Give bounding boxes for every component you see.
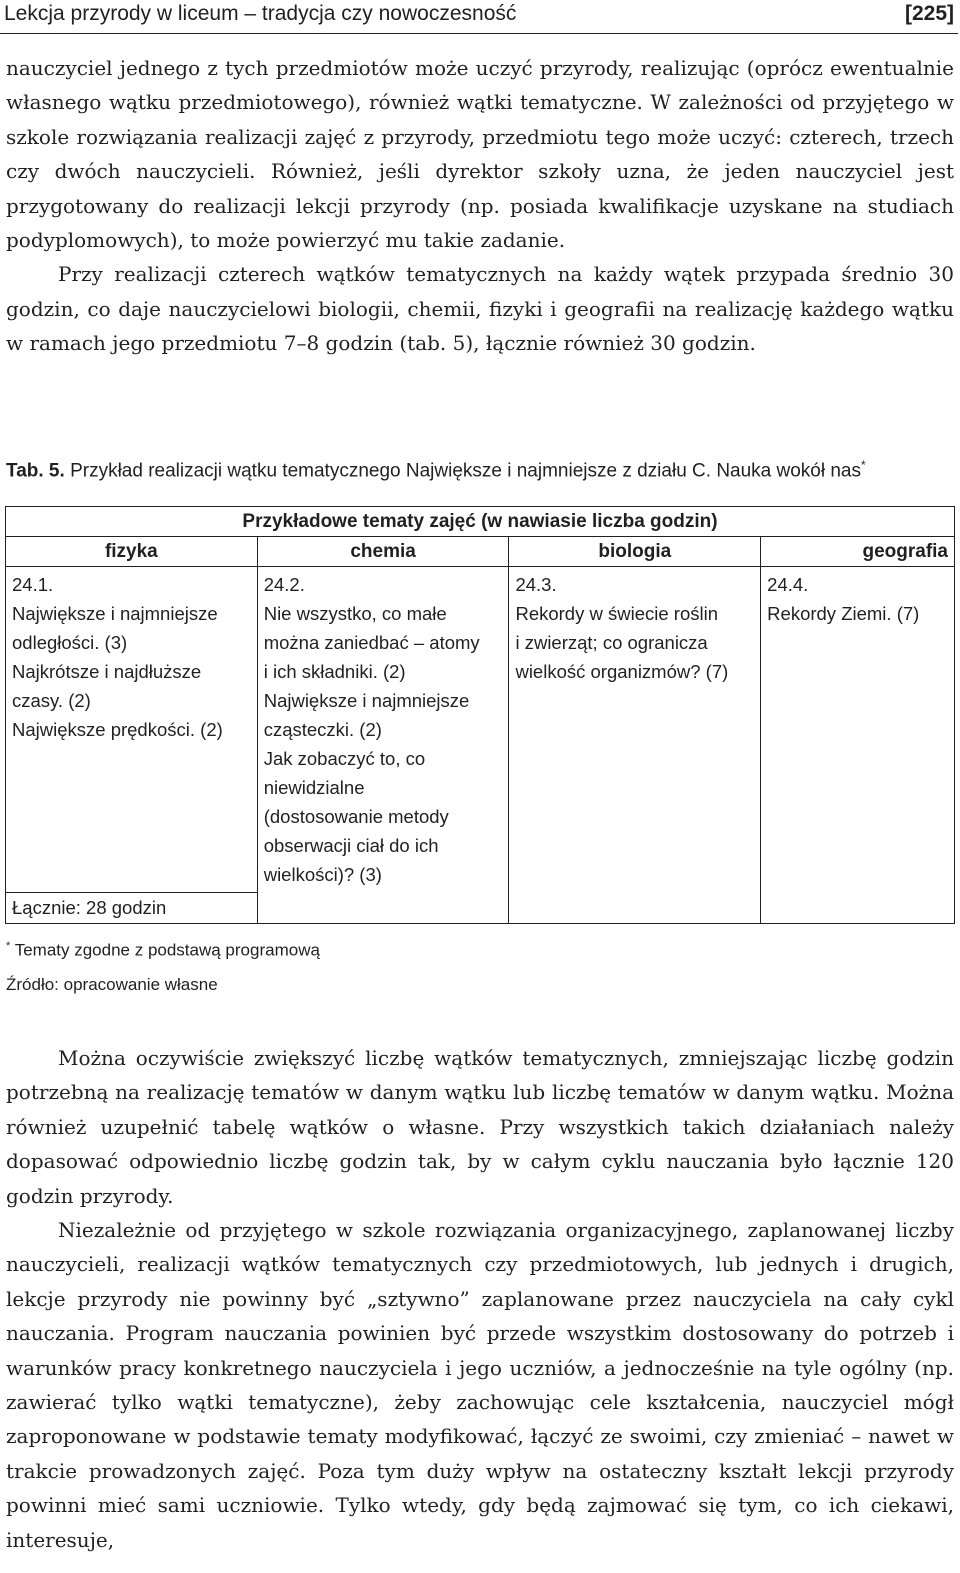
table-group-header-row xyxy=(6,507,955,537)
cell-line: Największe prędkości. (2) xyxy=(12,719,223,740)
column-header-geography: geografia xyxy=(761,537,955,567)
paragraph: Przy realizacji czterech wątków tematycznych na każdy wątek przypada średnio 30 godzin, co daje nauczycielowi biologii, chemii, fizyki i geografii na realizację każdego wątku w ramach jego przedmiotu 7–8 godzin (tab. 5), łącznie również 30 godzin. xyxy=(6,262,954,356)
cell-line: i zwierząt; co ogranicza xyxy=(515,632,708,653)
paragraph: Niezależnie od przyjętego w szkole rozwiązania organizacyjnego, zaplanowanej liczby nauczycieli, realizacji wątków tematycznych czy przedmiotowych, lub jednych i drugich, lekcje przyrody nie powinny być „sztywno” zaplanowane przez nauczyciela na cały cykl nauczania. Program nauczania powinien być przede wszystkim dostosowany do potrzeb i warunków pracy konkretnego nauczyciela i jego uczniów, a jednocześnie na tyle ogólny (np. zawierać tylko wątki tematyczne), żeby zachowując cele kształcenia, nauczyciel mógł zaproponowane w podstawie tematy modyfikować, łączyć ze swoimi, czy zmieniać – nawet w trakcie prowadzonych zajęć. Poza tym duży wpływ na ostateczny kształt lekcji przyrody powinni mieć sami uczniowie. Tylko wtedy, gdy będą zajmować się tym, co ich ciekawi, interesuje, xyxy=(6,1218,954,1552)
cell-line: obserwacji ciał do ich xyxy=(263,835,439,856)
footnote-marker: * xyxy=(6,940,11,952)
table-caption-label: Tab. 5. xyxy=(6,460,65,482)
cell-line: Rekordy w świecie roślin xyxy=(515,603,718,624)
cell-line: Największe i najmniejsze xyxy=(12,603,218,624)
cell-line: (dostosowanie metody xyxy=(263,806,449,827)
cell-geography xyxy=(761,567,955,924)
cell-line: Rekordy Ziemi. (7) xyxy=(767,603,920,624)
cell-line: Najkrótsze i najdłuższe xyxy=(12,661,202,682)
cell-line: 24.1. xyxy=(12,574,54,595)
column-header-physics: fizyka xyxy=(6,537,258,567)
body-text-top xyxy=(6,51,954,361)
table-column-header-row xyxy=(6,537,955,567)
cell-line: czasy. (2) xyxy=(12,690,91,711)
cell-physics xyxy=(6,567,258,893)
cell-line: niewidzialne xyxy=(263,777,365,798)
table-group-header: Przykładowe tematy zajęć (w nawiasie liczba godzin) xyxy=(6,507,955,537)
cell-line: Największe i najmniejsze xyxy=(263,690,470,711)
cell-line: wielkość organizmów? (7) xyxy=(515,661,729,682)
header-divider xyxy=(0,33,958,34)
cell-line: 24.2. xyxy=(263,574,305,595)
cell-line: wielkości)? (3) xyxy=(263,864,382,885)
table-caption-text: Przykład realizacji wątku tematycznego Największe i najmniejsze z działu C. Nauka wokół nas xyxy=(70,460,862,482)
cell-line: odległości. (3) xyxy=(12,632,128,653)
cell-line: można zaniedbać – atomy xyxy=(263,632,480,653)
footnote-text: Tematy zgodne z podstawą programową xyxy=(14,940,320,960)
page-number: [225] xyxy=(904,2,954,25)
paragraph: Można oczywiście zwiększyć liczbę wątków tematycznych, zmniejszając liczbę godzin potrzebną na realizację tematów w danym wątku lub liczbę tematów w danym wątku. Można również uzupełnić tabelę wątków o własne. Przy wszystkich takich działaniach należy dopasować odpowiednio liczbę godzin tak, by w całym cyklu nauczania było łącznie 120 godzin przyrody. xyxy=(6,1046,954,1208)
cell-line: cząsteczki. (2) xyxy=(263,719,382,740)
paragraph: nauczyciel jednego z tych przedmiotów może uczyć przyrody, realizując (oprócz ewentualnie własnego wątku przedmiotowego), również wątki tematyczne. W zależności od przyjętego w szkole rozwiązania realizacji zajęć z przyrody, przedmiotu tego może uczyć: czterech, trzech czy dwóch nauczycieli. Również, jeśli dyrektor szkoły uzna, że jeden nauczyciel jest przygotowany do realizacji lekcji przyrody (np. posiada kwalifikacje uzyskane na studiach podyplomowych), to może powierzyć mu takie zadanie. xyxy=(6,56,954,253)
column-header-chemistry: chemia xyxy=(257,537,509,567)
column-header-biology: biologia xyxy=(509,537,761,567)
cell-line: i ich składniki. (2) xyxy=(263,661,406,682)
running-header xyxy=(0,0,956,30)
body-text-bottom xyxy=(6,1041,954,1557)
cell-line: Jak zobaczyć to, co xyxy=(263,748,426,769)
cell-line: Nie wszystko, co małe xyxy=(263,603,447,624)
source-note: Źródło: opracowanie własne xyxy=(6,975,218,994)
running-title: Lekcja przyrody w liceum – tradycja czy nowoczesność xyxy=(4,2,517,25)
table-caption xyxy=(6,458,956,482)
cell-chemistry xyxy=(257,567,509,924)
footnote-marker: * xyxy=(861,458,866,472)
cell-biology xyxy=(509,567,761,924)
topics-table xyxy=(5,506,955,924)
cell-line: 24.3. xyxy=(515,574,557,595)
cell-line: 24.4. xyxy=(767,574,809,595)
footnote-topics xyxy=(6,940,906,961)
total-hours: Łącznie: 28 godzin xyxy=(6,893,258,924)
table-row xyxy=(6,567,955,893)
